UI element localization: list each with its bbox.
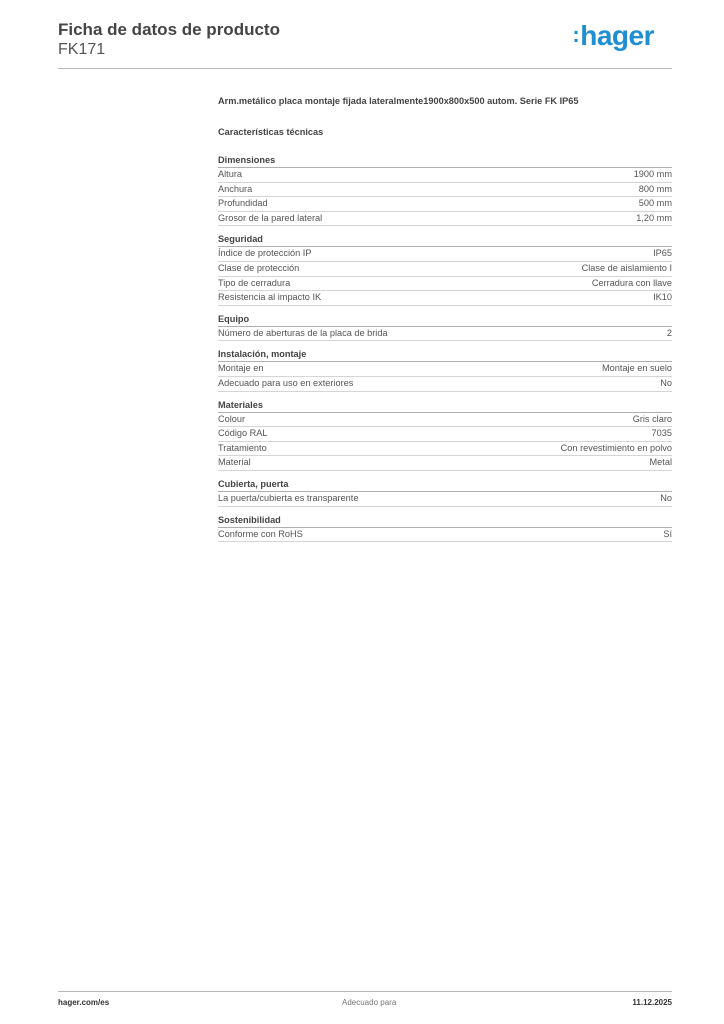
spec-value: Gris claro (632, 413, 672, 424)
product-description: Arm.metálico placa montaje fijada lateralmente1900x800x500 autom. Serie FK IP65 (218, 96, 579, 106)
spec-value: Clase de aislamiento I (581, 262, 672, 273)
spec-label: Tipo de cerradura (218, 277, 291, 288)
spec-label: Profundidad (218, 198, 268, 209)
spec-group (218, 155, 672, 226)
spec-row (218, 492, 672, 507)
spec-group-heading: Sostenibilidad (218, 515, 672, 528)
spec-value: 2 (666, 327, 672, 338)
spec-label: Conforme con RoHS (218, 528, 303, 539)
spec-value: Montaje en suelo (602, 363, 672, 374)
spec-value: 800 mm (638, 183, 672, 194)
footer-center-text: Adecuado para (342, 998, 397, 1007)
product-code: FK171 (58, 41, 106, 58)
spec-label: Código RAL (218, 428, 268, 439)
spec-row (218, 427, 672, 442)
spec-row (218, 262, 672, 277)
spec-row (218, 277, 672, 292)
spec-label: La puerta/cubierta es transparente (218, 492, 359, 503)
document-footer (58, 998, 672, 1010)
spec-value: No (660, 492, 672, 503)
spec-value: Sí (663, 528, 672, 539)
spec-label: Número de aberturas de la placa de brida (218, 327, 388, 338)
hager-logo (572, 20, 654, 52)
spec-row (218, 413, 672, 428)
spec-value: Cerradura con llave (591, 277, 672, 288)
spec-group (218, 349, 672, 391)
spec-value: Con revestimiento en polvo (560, 442, 672, 453)
spec-content (218, 95, 672, 550)
spec-row (218, 442, 672, 457)
spec-row (218, 362, 672, 377)
footer-divider (58, 991, 672, 992)
spec-value: 1,20 mm (636, 212, 672, 223)
spec-row (218, 291, 672, 306)
spec-label: Resistencia al impacto IK (218, 292, 322, 303)
spec-label: Índice de protección IP (218, 248, 312, 259)
spec-label: Clase de protección (218, 262, 300, 273)
spec-value: 500 mm (638, 198, 672, 209)
spec-group-heading: Equipo (218, 314, 672, 327)
spec-row (218, 456, 672, 471)
spec-row (218, 197, 672, 212)
page-title: Ficha de datos de producto (58, 20, 280, 39)
section-title: Características técnicas (218, 127, 324, 137)
spec-row (218, 183, 672, 198)
spec-group (218, 234, 672, 305)
spec-row (218, 377, 672, 392)
spec-group (218, 515, 672, 543)
spec-row (218, 168, 672, 183)
spec-value: IK10 (653, 292, 672, 303)
spec-group-heading: Materiales (218, 400, 672, 413)
spec-value: No (660, 377, 672, 388)
spec-value: 7035 (651, 428, 672, 439)
spec-group (218, 479, 672, 507)
spec-label: Grosor de la pared lateral (218, 212, 323, 223)
spec-row (218, 528, 672, 543)
spec-value: IP65 (653, 248, 672, 259)
spec-row (218, 247, 672, 262)
logo-colon-icon: : (572, 22, 580, 47)
spec-label: Montaje en (218, 363, 264, 374)
spec-row (218, 327, 672, 342)
spec-group-heading: Instalación, montaje (218, 349, 672, 362)
footer-date: 11.12.2025 (632, 998, 672, 1007)
spec-group-heading: Seguridad (218, 234, 672, 247)
spec-row (218, 212, 672, 227)
logo-text: hager (580, 20, 654, 51)
document-header (58, 20, 672, 59)
spec-value: 1900 mm (633, 169, 672, 179)
spec-group-heading: Dimensiones (218, 155, 672, 168)
spec-label: Material (218, 457, 251, 468)
spec-label: Tratamiento (218, 442, 267, 453)
spec-groups (218, 155, 672, 542)
spec-label: Adecuado para uso en exteriores (218, 377, 354, 388)
spec-label: Anchura (218, 183, 253, 194)
header-divider (58, 68, 672, 69)
spec-label: Colour (218, 413, 246, 424)
spec-group-heading: Cubierta, puerta (218, 479, 672, 492)
spec-group (218, 314, 672, 342)
spec-value: Metal (649, 457, 672, 468)
footer-website: hager.com/es (58, 998, 110, 1007)
spec-group (218, 400, 672, 471)
spec-label: Altura (218, 169, 243, 179)
